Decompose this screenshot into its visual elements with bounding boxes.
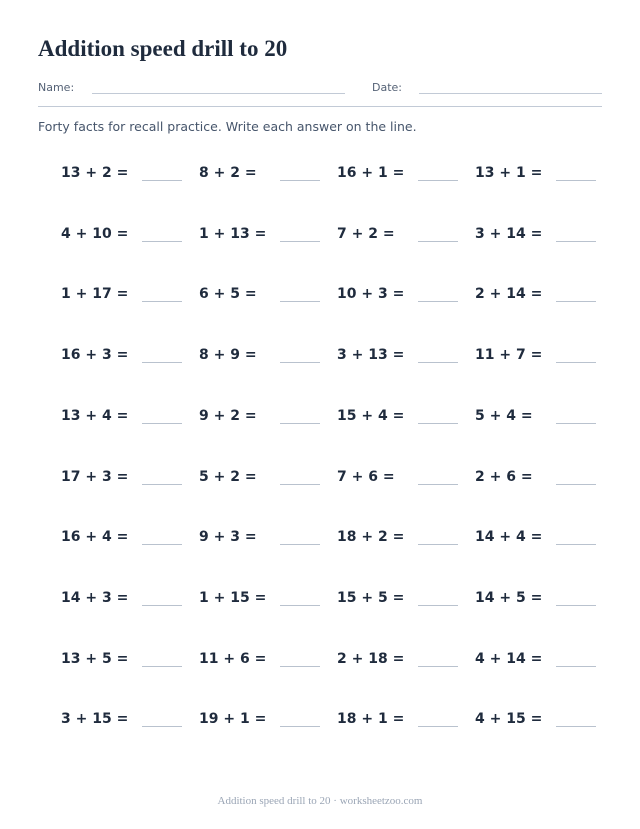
problem-expression: 14 + 4 = (475, 529, 543, 546)
answer-line[interactable] (142, 423, 182, 424)
problem-expression: 15 + 5 = (337, 589, 405, 606)
answer-line[interactable] (418, 666, 458, 667)
problem-expression: 13 + 2 = (61, 165, 129, 181)
problem-expression: 11 + 7 = (475, 347, 543, 364)
problem-expression: 2 + 18 = (337, 650, 405, 667)
problem-expression: 1 + 13 = (199, 225, 267, 242)
problem-expression: 3 + 15 = (61, 711, 129, 728)
problem-expression: 10 + 3 = (337, 286, 405, 303)
answer-line[interactable] (556, 605, 596, 606)
problem-expression: 13 + 5 = (61, 650, 129, 667)
answer-line[interactable] (280, 484, 320, 485)
answer-line[interactable] (142, 301, 182, 302)
answer-line[interactable] (418, 726, 458, 727)
problem-expression: 4 + 10 = (61, 225, 129, 242)
answer-line[interactable] (418, 362, 458, 363)
answer-line[interactable] (418, 423, 458, 424)
problem-expression: 2 + 6 = (475, 468, 533, 485)
problem-expression: 6 + 5 = (199, 286, 257, 303)
problem-expression: 7 + 2 = (337, 225, 395, 242)
answer-line[interactable] (142, 666, 182, 667)
problem-expression: 13 + 4 = (61, 407, 129, 424)
answer-line[interactable] (556, 544, 596, 545)
answer-line[interactable] (280, 726, 320, 727)
problem-expression: 8 + 2 = (199, 165, 257, 181)
problem-expression: 18 + 1 = (337, 711, 405, 728)
problem-expression: 8 + 9 = (199, 347, 257, 364)
problem-expression: 4 + 14 = (475, 650, 543, 667)
answer-line[interactable] (418, 544, 458, 545)
answer-line[interactable] (142, 484, 182, 485)
answer-line[interactable] (556, 362, 596, 363)
answer-line[interactable] (556, 423, 596, 424)
answer-line[interactable] (280, 605, 320, 606)
problem-expression: 16 + 4 = (61, 529, 129, 546)
answer-line[interactable] (142, 362, 182, 363)
answer-line[interactable] (280, 544, 320, 545)
answer-line[interactable] (418, 605, 458, 606)
answer-line[interactable] (556, 726, 596, 727)
answer-line[interactable] (142, 726, 182, 727)
problem-expression: 7 + 6 = (337, 468, 395, 485)
footer: Addition speed drill to 20 · worksheetzoo.com (217, 795, 423, 807)
answer-line[interactable] (280, 241, 320, 242)
problem-expression: 3 + 14 = (475, 225, 543, 242)
answer-line[interactable] (418, 301, 458, 302)
answer-line[interactable] (280, 666, 320, 667)
worksheet-title: Addition speed drill to 20 (38, 36, 288, 61)
answer-line[interactable] (556, 180, 596, 181)
answer-line[interactable] (418, 180, 458, 181)
problem-expression: 4 + 15 = (475, 711, 543, 728)
answer-line[interactable] (556, 301, 596, 302)
problem-expression: 11 + 6 = (199, 650, 267, 667)
problem-expression: 9 + 3 = (199, 529, 257, 546)
answer-line[interactable] (142, 544, 182, 545)
answer-line[interactable] (556, 484, 596, 485)
problem-expression: 14 + 3 = (61, 589, 129, 606)
problem-expression: 1 + 15 = (199, 589, 267, 606)
answer-line[interactable] (418, 484, 458, 485)
answer-line[interactable] (142, 180, 182, 181)
answer-line[interactable] (280, 180, 320, 181)
problem-expression: 9 + 2 = (199, 407, 257, 424)
problem-expression: 3 + 13 = (337, 347, 405, 364)
answer-line[interactable] (418, 241, 458, 242)
problem-expression: 5 + 2 = (199, 468, 257, 485)
answer-line[interactable] (280, 301, 320, 302)
problem-expression: 14 + 5 = (475, 589, 543, 606)
problem-expression: 18 + 2 = (337, 529, 405, 546)
problem-expression: 13 + 1 = (475, 165, 543, 181)
name-label: Name: (38, 81, 75, 94)
answer-line[interactable] (280, 362, 320, 363)
answer-line[interactable] (142, 241, 182, 242)
problem-expression: 2 + 14 = (475, 286, 543, 303)
problem-expression: 5 + 4 = (475, 407, 533, 424)
problem-expression: 16 + 3 = (61, 347, 129, 364)
answer-line[interactable] (556, 241, 596, 242)
problem-expression: 16 + 1 = (337, 165, 405, 181)
problem-expression: 19 + 1 = (199, 711, 267, 728)
answer-line[interactable] (142, 605, 182, 606)
answer-line[interactable] (556, 666, 596, 667)
problem-expression: 15 + 4 = (337, 407, 405, 424)
instructions: Forty facts for recall practice. Write each answer on the line. (38, 119, 417, 134)
answer-line[interactable] (280, 423, 320, 424)
problem-expression: 17 + 3 = (61, 468, 129, 485)
date-label: Date: (372, 81, 402, 94)
problem-expression: 1 + 17 = (61, 286, 129, 303)
